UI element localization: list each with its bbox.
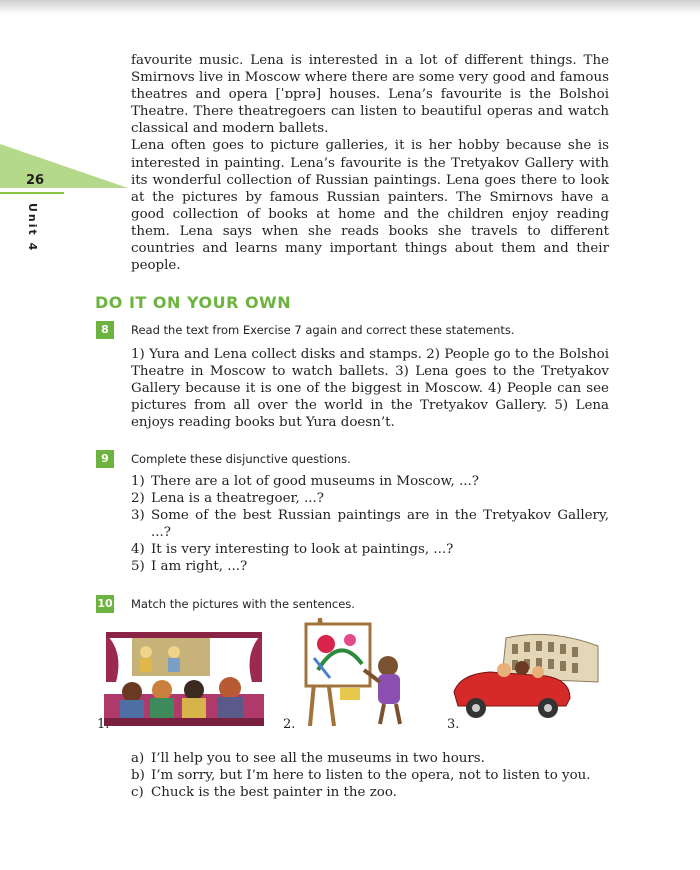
exercise-number-badge: 9	[96, 450, 114, 468]
list-item: 4) It is very interesting to look at paintings, ...?	[131, 542, 454, 558]
exercise-10-sentences	[131, 750, 609, 801]
exercise-8-statements: 1) Yura and Lena collect disks and stamps. 2) People go to the Bolshoi Theatre in Moscow to watch ballets. 3) Lena goes to the Tretyakov Gallery because it is one of the biggest in Moscow. 4) People can see pictures from all over the world in the Tretyakov Gallery. 5) Lena enjoys reading books but Yura doesn’t.	[131, 347, 609, 431]
list-item: 2) Lena is a theatregoer, ...?	[131, 491, 324, 507]
page-tab	[0, 144, 128, 188]
picture-theatre-audience	[104, 632, 264, 726]
section-title: DO IT ON YOUR OWN	[95, 293, 292, 312]
picture-monkey-painter	[300, 614, 410, 730]
reading-paragraph-1: favourite music. Lena is interested in a lot of different things. The Smirnovs live in Moscow where there are some very good and famous theatres and opera [ˈɒprə] houses. Lena’s favourite is the Bolshoi Theatre. There theatregoers can listen to beautiful operas and watch classical and modern ballets.	[131, 53, 609, 137]
picture-label-1: 1.	[97, 717, 110, 732]
list-item: c) Chuck is the best painter in the zoo.	[131, 785, 397, 801]
list-item: 5) I am right, ...?	[131, 559, 248, 575]
reading-paragraph-2: Lena often goes to picture galleries, it is her hobby because she is interested in painting. Lena’s favourite is the Tretyakov Gallery with its wonderful collection of Russian paintings. Lena goes there to look at the pictures by famous Russian painters. The Smirnovs have a good collection of books at home and the children enjoy reading them. Lena says when she reads books she travels to different countries and learns many important things about them and their people.	[131, 138, 609, 274]
exercise-number-badge: 10	[96, 595, 114, 613]
list-item: 3) Some of the best Russian paintings are in the Tretyakov Gallery, ...?	[131, 508, 609, 541]
picture-car-colosseum	[450, 626, 602, 722]
picture-label-2: 2.	[283, 717, 296, 732]
exercise-instruction: Read the text from Exercise 7 again and correct these statements.	[131, 323, 515, 337]
picture-label-3: 3.	[447, 717, 460, 732]
tab-underline	[0, 192, 64, 194]
reading-text	[131, 52, 609, 274]
top-shadow	[0, 0, 700, 14]
exercise-number-badge: 8	[96, 321, 114, 339]
unit-label: Unit 4	[26, 203, 39, 253]
list-item: 1) There are a lot of good museums in Moscow, ...?	[131, 474, 479, 489]
list-item: a) I’ll help you to see all the museums in two hours.	[131, 751, 485, 766]
exercise-instruction: Match the pictures with the sentences.	[131, 597, 355, 611]
list-item: b) I’m sorry, but I’m here to listen to the opera, not to listen to you.	[131, 768, 591, 784]
exercise-9-list	[131, 473, 609, 576]
page-number: 26	[26, 173, 45, 188]
exercise-instruction: Complete these disjunctive questions.	[131, 452, 351, 466]
